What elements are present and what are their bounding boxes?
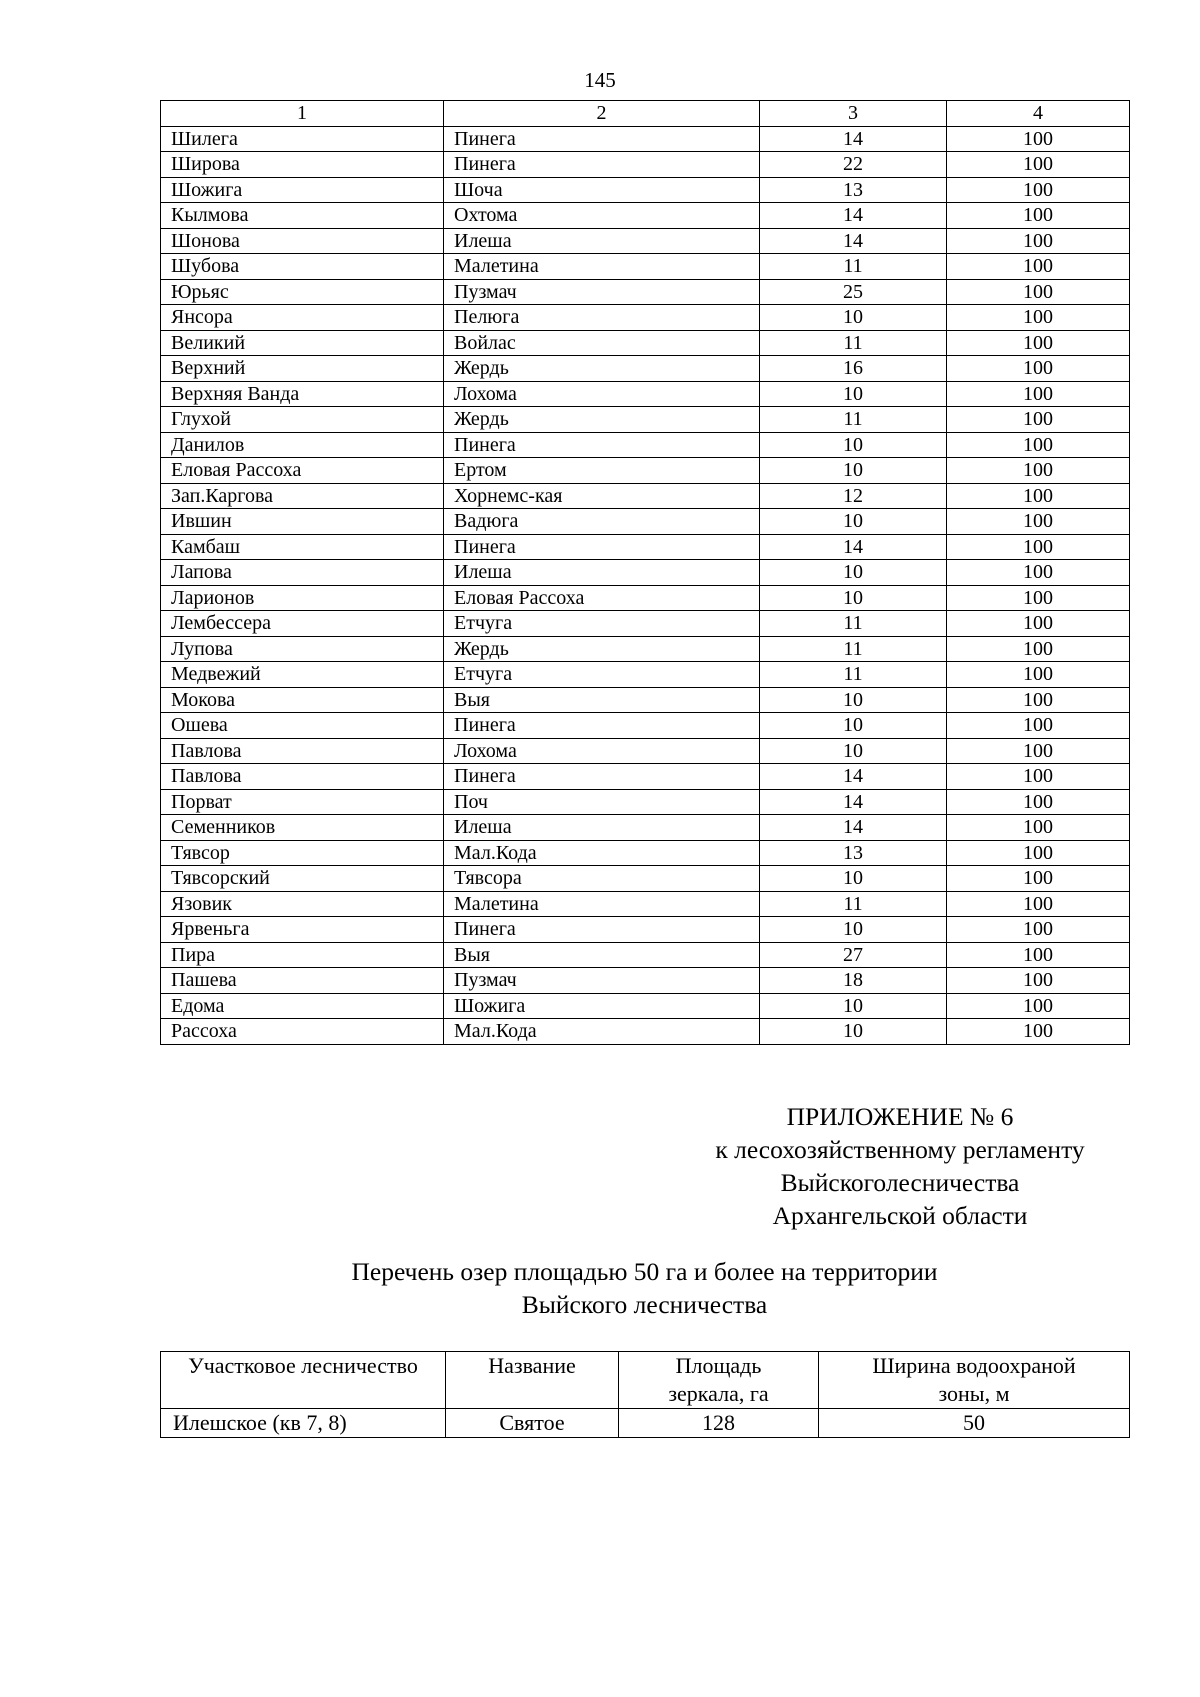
value-col3-cell: 10 [760,1019,947,1045]
river-name-cell: Выя [444,687,760,713]
value-col3-cell: 14 [760,126,947,152]
river-name-cell: Шоча [444,177,760,203]
lake-name-cell: Зап.Каргова [161,483,444,509]
table-row [161,254,1130,280]
table-row [161,330,1130,356]
river-name-cell: Выя [444,942,760,968]
lake-name-cell: Лапова [161,560,444,586]
value-col4-cell: 100 [947,585,1130,611]
table-row [161,534,1130,560]
value-col4-cell: 100 [947,764,1130,790]
value-col4-cell: 100 [947,356,1130,382]
value-col4-cell: 100 [947,560,1130,586]
main-table [160,100,1130,1045]
lake-name-cell: Пира [161,942,444,968]
lake-name-cell: Верхняя Ванда [161,381,444,407]
value-col3-cell: 11 [760,636,947,662]
table-row [161,458,1130,484]
header-forestry: Участковое лесничество [161,1352,446,1409]
value-col4-cell: 100 [947,381,1130,407]
value-col4-cell: 100 [947,228,1130,254]
value-col3-cell: 11 [760,254,947,280]
value-col4-cell: 100 [947,483,1130,509]
value-col3-cell: 10 [760,866,947,892]
river-name-cell: Илеша [444,815,760,841]
value-col4-cell: 100 [947,407,1130,433]
lake-name-cell: Тявсор [161,840,444,866]
main-table-header-row [161,101,1130,127]
lake-name-cell: Едома [161,993,444,1019]
value-col3-cell: 11 [760,611,947,637]
table-row [161,815,1130,841]
river-name-cell: Етчуга [444,662,760,688]
value-col4-cell: 100 [947,177,1130,203]
table-row [161,764,1130,790]
table-row [161,738,1130,764]
value-col4-cell: 100 [947,534,1130,560]
table-row [161,866,1130,892]
value-col4-cell: 100 [947,738,1130,764]
river-name-cell: Лохома [444,738,760,764]
river-name-cell: Малетина [444,891,760,917]
value-col3-cell: 27 [760,942,947,968]
lake-name-cell: Шилега [161,126,444,152]
header-area-line1: Площадь [675,1353,762,1378]
value-col3-cell: 14 [760,228,947,254]
river-name-cell: Хорнемс-кая [444,483,760,509]
value-col4-cell: 100 [947,891,1130,917]
river-name-cell: Жердь [444,356,760,382]
table-row [161,917,1130,943]
river-name-cell: Етчуга [444,611,760,637]
value-col3-cell: 11 [760,330,947,356]
lake-name-cell: Павлова [161,764,444,790]
river-name-cell: Илеша [444,228,760,254]
value-col4-cell: 100 [947,254,1130,280]
lake-name-cell: Мокова [161,687,444,713]
river-name-cell: Тявсора [444,866,760,892]
value-col3-cell: 10 [760,585,947,611]
value-col4-cell: 100 [947,1019,1130,1045]
value-col4-cell: 100 [947,152,1130,178]
river-name-cell: Пинега [444,126,760,152]
value-col3-cell: 10 [760,713,947,739]
value-col4-cell: 100 [947,279,1130,305]
value-col3-cell: 14 [760,203,947,229]
table-row [161,713,1130,739]
table-row [161,687,1130,713]
river-name-cell: Пинега [444,917,760,943]
river-name-cell: Пинега [444,152,760,178]
value-col3-cell: 14 [760,815,947,841]
river-name-cell: Шожига [444,993,760,1019]
value-col3-cell: 13 [760,177,947,203]
river-name-cell: Мал.Кода [444,1019,760,1045]
table-row [161,585,1130,611]
table-row [161,993,1130,1019]
river-name-cell: Лохома [444,381,760,407]
table-row [161,483,1130,509]
value-col4-cell: 100 [947,687,1130,713]
lakes-table [160,1351,1130,1438]
lake-name-cell: Порват [161,789,444,815]
lake-name-cell: Шубова [161,254,444,280]
value-col4-cell: 100 [947,203,1130,229]
table-row [161,509,1130,535]
value-col4-cell: 100 [947,330,1130,356]
table-row [161,840,1130,866]
table-row [161,560,1130,586]
river-name-cell: Войлас [444,330,760,356]
table-row [161,662,1130,688]
value-col3-cell: 11 [760,662,947,688]
value-col4-cell: 100 [947,636,1130,662]
header-zone-line1: Ширина водоохраной [872,1353,1076,1378]
value-col3-cell: 13 [760,840,947,866]
lake-name-cell: Верхний [161,356,444,382]
table-row [161,611,1130,637]
table-row [161,305,1130,331]
table-row [161,789,1130,815]
lake-name-cell: Глухой [161,407,444,433]
column-header-1: 1 [161,101,444,127]
header-zone-width [819,1352,1130,1409]
lake-name-cell: Семенников [161,815,444,841]
value-col3-cell: 25 [760,279,947,305]
appendix-subtitle-regulation: к лесохозяйственному регламенту [715,1135,1085,1164]
lakes-table-header-row [161,1352,1130,1409]
river-name-cell: Мал.Кода [444,840,760,866]
value-col3-cell: 10 [760,738,947,764]
lake-name-cell: Данилов [161,432,444,458]
lake-name-cell: Ившин [161,509,444,535]
value-col3-cell: 10 [760,458,947,484]
lake-name-cell: Великий [161,330,444,356]
lake-name-cell: Медвежий [161,662,444,688]
river-name-cell: Пузмач [444,968,760,994]
river-name-cell: Пузмач [444,279,760,305]
table-row [161,126,1130,152]
value-col3-cell: 14 [760,764,947,790]
lakes-list-title [160,1255,1129,1321]
value-col4-cell: 100 [947,789,1130,815]
column-header-4: 4 [947,101,1130,127]
page-number: 145 [584,68,616,92]
table-row [161,968,1130,994]
lake-name-cell: Лупова [161,636,444,662]
table-row [161,152,1130,178]
lake-name-cell: Янсора [161,305,444,331]
lake-name-cell: Рассоха [161,1019,444,1045]
appendix-subtitle-region: Архангельской области [772,1201,1028,1230]
river-name-cell: Илеша [444,560,760,586]
lake-name-cell: Шожига [161,177,444,203]
zone-width-cell: 50 [819,1409,1130,1438]
value-col3-cell: 10 [760,560,947,586]
lake-name-cell: Ошева [161,713,444,739]
value-col3-cell: 10 [760,432,947,458]
river-name-cell: Охтома [444,203,760,229]
lake-name-cell: Ярвеньга [161,917,444,943]
appendix-title: ПРИЛОЖЕНИЕ № 6 [786,1102,1014,1131]
lake-name-cell: Шонова [161,228,444,254]
river-name-cell: Пелюга [444,305,760,331]
value-col4-cell: 100 [947,458,1130,484]
table-row [161,1019,1130,1045]
table-row [161,407,1130,433]
river-name-cell: Ертом [444,458,760,484]
value-col4-cell: 100 [947,840,1130,866]
column-header-3: 3 [760,101,947,127]
value-col3-cell: 10 [760,687,947,713]
lake-name-cell: Тявсорский [161,866,444,892]
table-row [161,381,1130,407]
value-col3-cell: 14 [760,789,947,815]
value-col3-cell: 10 [760,917,947,943]
value-col4-cell: 100 [947,126,1130,152]
river-name-cell: Жердь [444,407,760,433]
value-col4-cell: 100 [947,866,1130,892]
lake-name-cell: Еловая Рассоха [161,458,444,484]
value-col3-cell: 18 [760,968,947,994]
table-row [161,356,1130,382]
value-col4-cell: 100 [947,917,1130,943]
value-col3-cell: 11 [760,891,947,917]
lake-name-cell: Кылмова [161,203,444,229]
table-row [161,942,1130,968]
header-area-line2: зеркала, га [668,1381,769,1406]
lake-name-cell: Павлова [161,738,444,764]
table-row [161,203,1130,229]
table-row [161,279,1130,305]
river-name-cell: Малетина [444,254,760,280]
lake-name-cell: Лембессера [161,611,444,637]
lakes-list-title-line1: Перечень озер площадью 50 га и более на территории [351,1257,938,1286]
area-cell: 128 [619,1409,819,1438]
value-col3-cell: 10 [760,305,947,331]
lake-name-cell: Юрьяс [161,279,444,305]
river-name-cell: Жердь [444,636,760,662]
value-col3-cell: 10 [760,993,947,1019]
value-col4-cell: 100 [947,509,1130,535]
column-header-2: 2 [444,101,760,127]
forestry-cell: Илешское (кв 7, 8) [161,1409,446,1438]
value-col3-cell: 22 [760,152,947,178]
lake-name-cell: Язовик [161,891,444,917]
river-name-cell: Пинега [444,713,760,739]
value-col4-cell: 100 [947,611,1130,637]
table-row [161,228,1130,254]
table-row [161,891,1130,917]
river-name-cell: Пинега [444,432,760,458]
value-col3-cell: 12 [760,483,947,509]
value-col4-cell: 100 [947,305,1130,331]
appendix-subtitle-forestry: Выйскоголесничества [780,1168,1020,1197]
value-col3-cell: 10 [760,381,947,407]
table-row [161,177,1130,203]
appendix-heading [660,1100,1140,1232]
value-col3-cell: 14 [760,534,947,560]
table-row [161,432,1130,458]
lake-name-cell: Святое [446,1409,619,1438]
table-row [161,1409,1130,1438]
header-area [619,1352,819,1409]
table-row [161,636,1130,662]
river-name-cell: Пинега [444,534,760,560]
lake-name-cell: Широва [161,152,444,178]
value-col3-cell: 10 [760,509,947,535]
river-name-cell: Пинега [444,764,760,790]
header-name: Название [446,1352,619,1409]
river-name-cell: Еловая Рассоха [444,585,760,611]
value-col4-cell: 100 [947,993,1130,1019]
header-zone-line2: зоны, м [938,1381,1010,1406]
value-col4-cell: 100 [947,942,1130,968]
value-col3-cell: 11 [760,407,947,433]
lakes-list-title-line2: Выйского лесничества [521,1290,768,1319]
lake-name-cell: Ларионов [161,585,444,611]
value-col4-cell: 100 [947,815,1130,841]
lake-name-cell: Камбаш [161,534,444,560]
value-col4-cell: 100 [947,968,1130,994]
value-col3-cell: 16 [760,356,947,382]
value-col4-cell: 100 [947,713,1130,739]
value-col4-cell: 100 [947,662,1130,688]
lake-name-cell: Пашева [161,968,444,994]
river-name-cell: Вадюга [444,509,760,535]
value-col4-cell: 100 [947,432,1130,458]
river-name-cell: Поч [444,789,760,815]
